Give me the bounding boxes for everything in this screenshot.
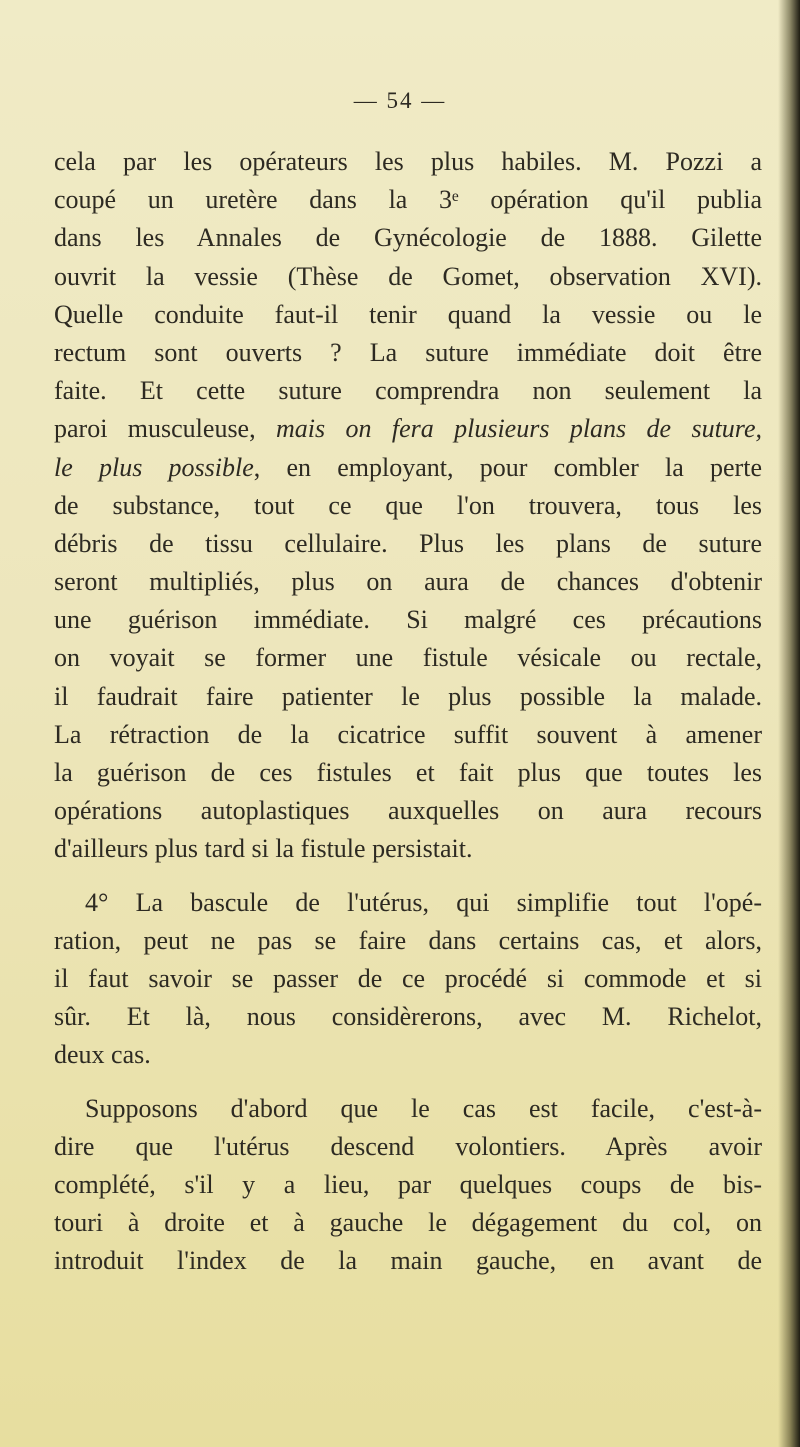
text-line: 4° La bascule de l'utérus, qui simplifie tout l'opé- bbox=[85, 887, 762, 917]
paragraph-gap bbox=[54, 869, 762, 884]
text-line: sûr. Et là, nous considèrerons, avec M. Richelot, bbox=[54, 1002, 762, 1032]
text-line: seront multipliés, plus on aura de chances d'obtenir bbox=[54, 567, 762, 597]
text-run: , en employant, pour combler la perte bbox=[253, 452, 762, 482]
text-line: Supposons d'abord que le cas est facile, c'est-à- bbox=[85, 1093, 762, 1123]
text-line: La rétraction de la cicatrice suffit souvent à amener bbox=[54, 719, 762, 749]
text-line: ouvrit la vessie (Thèse de Gomet, observation XVI). bbox=[54, 261, 762, 291]
text-line: deux cas. bbox=[54, 1040, 151, 1070]
text-line: de substance, tout ce que l'on trouvera, tous les bbox=[54, 490, 762, 520]
text-line: ration, peut ne pas se faire dans certains cas, et alors, bbox=[54, 925, 762, 955]
text-line: il faudrait faire patienter le plus possible la malade. bbox=[54, 681, 762, 711]
text-line: la guérison de ces fistules et fait plus que toutes les bbox=[54, 758, 762, 787]
paragraph-2 bbox=[54, 884, 762, 1075]
text-line-mixed bbox=[54, 410, 762, 448]
text-run: paroi musculeuse, bbox=[54, 414, 276, 444]
text-line: dire que l'utérus descend volontiers. Après avoir bbox=[54, 1131, 762, 1161]
text-line-mixed bbox=[54, 449, 762, 487]
paragraph-1 bbox=[54, 143, 762, 869]
italic-run: mais on fera plusieurs plans de suture, bbox=[275, 414, 762, 444]
page-edge-shadow bbox=[778, 0, 800, 1447]
text-line: débris de tissu cellulaire. Plus les plans de suture bbox=[54, 528, 762, 558]
text-line: une guérison immédiate. Si malgré ces précautions bbox=[54, 605, 762, 635]
text-line: coupé un uretère dans la 3ᵉ opération qu'il publia bbox=[54, 185, 762, 215]
text-line: Quelle conduite faut-il tenir quand la vessie ou le bbox=[54, 299, 762, 329]
text-line: on voyait se former une fistule vésicale ou rectale, bbox=[54, 643, 762, 673]
text-line: opérations autoplastiques auxquelles on aura recours bbox=[54, 796, 762, 826]
text-line: faite. Et cette suture comprendra non seulement la bbox=[54, 376, 762, 406]
paragraph-3 bbox=[54, 1090, 762, 1281]
italic-run: le plus possible bbox=[54, 452, 254, 482]
body-text bbox=[54, 143, 762, 1280]
text-line: introduit l'index de la main gauche, en avant de bbox=[54, 1246, 762, 1276]
text-line: dans les Annales de Gynécologie de 1888. Gilette bbox=[54, 223, 762, 253]
text-line: il faut savoir se passer de ce procédé si commode et si bbox=[54, 963, 762, 993]
text-line: complété, s'il y a lieu, par quelques coups de bis- bbox=[54, 1169, 762, 1199]
paragraph-gap bbox=[54, 1075, 762, 1090]
text-line: d'ailleurs plus tard si la fistule persistait. bbox=[54, 834, 473, 864]
text-line: cela par les opérateurs les plus habiles. M. Pozzi a bbox=[54, 147, 762, 176]
text-line: rectum sont ouverts ? La suture immédiate doit être bbox=[54, 337, 762, 367]
text-line: touri à droite et à gauche le dégagement du col, on bbox=[54, 1208, 762, 1238]
page-number: — 54 — bbox=[353, 88, 447, 113]
